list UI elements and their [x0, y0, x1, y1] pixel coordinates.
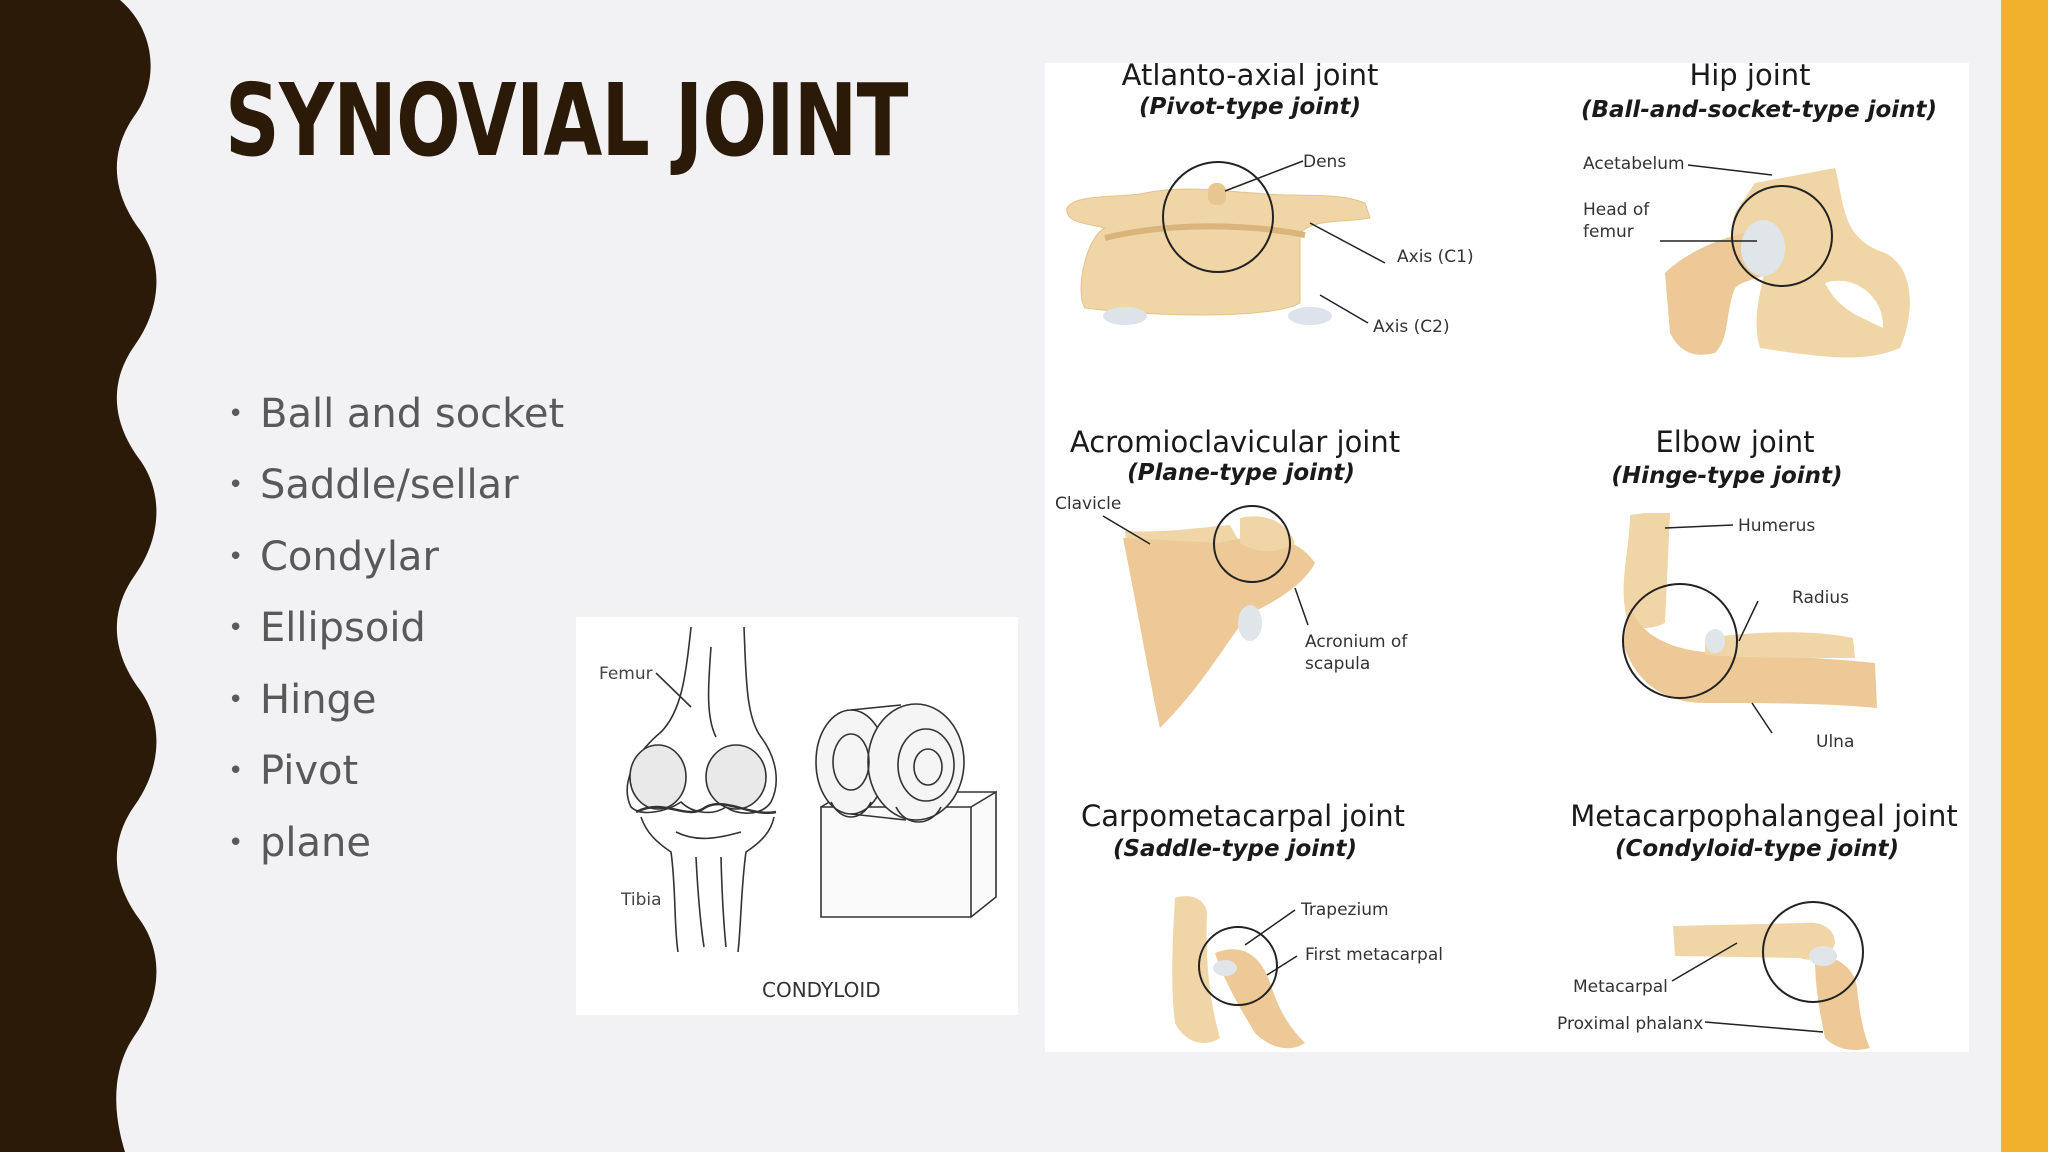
- label-first-metacarpal: First metacarpal: [1305, 945, 1443, 965]
- bullet-icon: •: [228, 613, 244, 644]
- label-humerus: Humerus: [1738, 516, 1816, 536]
- label-dens: Dens: [1303, 152, 1347, 172]
- panel-title: Hip joint: [1689, 63, 1811, 92]
- bullet-item: • Saddle/sellar: [228, 462, 519, 509]
- bullet-icon: •: [228, 684, 244, 715]
- acromioclavicular-illustration: [1103, 506, 1315, 728]
- panel-title: Metacarpophalangeal joint: [1570, 799, 1958, 833]
- panel-subtitle: (Saddle-type joint): [1112, 836, 1358, 862]
- joint-types-drawing: [1045, 63, 1969, 1052]
- panel-title: Carpometacarpal joint: [1080, 799, 1406, 833]
- label-head-of: Head of: [1583, 200, 1650, 220]
- bullet-icon: •: [228, 827, 244, 858]
- slide-title: SYNOVIAL JOINT: [225, 62, 908, 179]
- label-acronium-of: Acronium of: [1305, 632, 1408, 652]
- label-axis-c2: Axis (C2): [1373, 317, 1450, 337]
- label-metacarpal: Metacarpal: [1573, 977, 1668, 997]
- panel-title: Acromioclavicular joint: [1069, 425, 1401, 459]
- panel-subtitle: (Hinge-type joint): [1611, 463, 1843, 489]
- carpometacarpal-illustration: [1172, 896, 1305, 1048]
- panel-title: Elbow joint: [1655, 425, 1815, 459]
- bullet-icon: •: [228, 470, 244, 501]
- tibia-label: Tibia: [621, 890, 662, 910]
- bullet-item: • Ellipsoid: [228, 605, 426, 652]
- panel-subtitle: (Condyloid-type joint): [1614, 836, 1900, 862]
- panel-title: Atlanto-axial joint: [1121, 63, 1379, 92]
- bullet-icon: •: [228, 398, 244, 429]
- bullet-icon: •: [228, 541, 244, 572]
- hip-illustration: [1660, 165, 1910, 357]
- bullet-list: [228, 378, 564, 879]
- label-clavicle: Clavicle: [1055, 494, 1122, 514]
- condyloid-figure: [576, 617, 1018, 1015]
- label-scapula: scapula: [1305, 654, 1371, 674]
- condyloid-caption: CONDYLOID: [762, 978, 881, 1002]
- left-wave-band: [0, 0, 160, 1152]
- bullet-item: • Hinge: [228, 676, 377, 723]
- condyloid-drawing: [576, 617, 1018, 1015]
- label-radius: Radius: [1792, 588, 1850, 608]
- atlanto-axial-illustration: [1067, 161, 1385, 325]
- bullet-icon: •: [228, 756, 244, 787]
- panel-subtitle: (Plane-type joint): [1127, 460, 1355, 486]
- label-acetabelum: Acetabelum: [1583, 154, 1685, 174]
- label-axis-c1: Axis (C1): [1397, 247, 1474, 267]
- label-ulna: Ulna: [1816, 732, 1855, 752]
- label-trapezium: Trapezium: [1301, 900, 1389, 920]
- bullet-item: • Condylar: [228, 533, 439, 580]
- joint-types-figure: [1045, 63, 1969, 1052]
- bullet-item: • Ball and socket: [228, 390, 565, 437]
- bullet-item: • plane: [228, 819, 371, 866]
- bullet-item: • Pivot: [228, 748, 359, 795]
- accent-bar: [2001, 0, 2048, 1152]
- label-proximal-phalanx: Proximal phalanx: [1557, 1014, 1704, 1034]
- panel-subtitle: (Ball-and-socket-type joint): [1580, 97, 1938, 123]
- label-femur: femur: [1583, 222, 1634, 242]
- panel-subtitle: (Pivot-type joint): [1138, 94, 1362, 120]
- femur-label: Femur: [599, 664, 653, 684]
